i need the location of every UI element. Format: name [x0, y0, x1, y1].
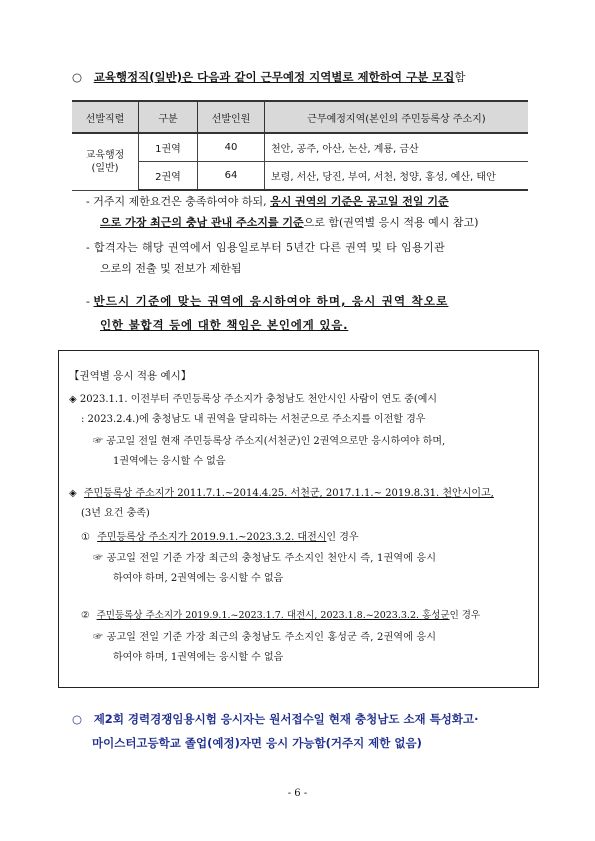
case-1-line1 — [81, 531, 359, 545]
case-2-suffix: 인 경우 — [449, 610, 481, 621]
intro-rest-text: 함 — [454, 70, 466, 84]
final-line1-text: 제2회 경력경쟁임용시험 응시자는 원서접수일 현재 충청남도 소재 특성화고· — [93, 712, 479, 726]
series-cell — [72, 133, 139, 190]
regions-cell: 천안, 공주, 아산, 논산, 계룡, 금산 — [265, 133, 529, 162]
case-2-marker: ② — [81, 610, 90, 621]
example-2-marker: ◈ — [69, 488, 77, 499]
final-bullet-icon: ○ — [72, 712, 83, 726]
division-cell: 2권역 — [139, 162, 198, 191]
example-1-line4: 1권역에는 응시할 수 없음 — [113, 456, 226, 467]
case-1-marker: ① — [81, 532, 90, 543]
case-1-line3: 하여야 하며, 2권역에는 응시할 수 없음 — [113, 573, 284, 584]
note-1-part-d: 으로 함(권역별 응시 적용 예시 참고) — [303, 216, 479, 229]
col-header-series: 선발직렬 — [72, 101, 139, 133]
note-3-line1 — [86, 294, 448, 308]
example-title: 【권역별 응시 적용 예시】 — [69, 370, 192, 382]
division-cell: 1권역 — [139, 133, 198, 162]
example-1-line1: ◈ 2023.1.1. 이전부터 주민등록상 주소지가 충청남도 천안시인 사람이 연도 중(예시 — [69, 394, 438, 405]
example-1-line2: : 2023.2.4.)에 충청남도 내 권역을 달리하는 서천군으로 주소지를 이전할 경우 — [81, 414, 426, 425]
example-2-line1 — [69, 487, 494, 501]
example-2-line2: (3년 요건 충족) — [81, 508, 150, 519]
table-row — [72, 162, 528, 191]
note-1-part-a: - 거주지 제한요건은 충족하여야 하되, — [86, 195, 271, 208]
note-2-line2: 으로의 전출 및 전보가 제한됨 — [100, 262, 242, 275]
case-2-line3: 하여야 하며, 1권역에는 응시할 수 없음 — [113, 652, 284, 663]
count-cell: 64 — [198, 162, 265, 191]
col-header-count: 선발인원 — [198, 101, 265, 133]
bullet-circle-icon: ○ — [72, 70, 83, 84]
note-1-part-b: 응시 권역의 기준은 공고일 전일 기준 — [270, 195, 449, 208]
case-2-line2: ☞ 공고일 전일 기준 가장 최근의 충청남도 주소지인 홍성군 즉, 2권역에 응시 — [93, 632, 437, 643]
case-1-text: 주민등록상 주소지가 2019.9.1.~2023.3.2. 대전시 — [97, 532, 327, 543]
table-header-row — [72, 101, 528, 133]
example-box — [58, 350, 539, 688]
regions-cell: 보령, 서산, 당진, 부여, 서천, 청양, 홍성, 예산, 태안 — [265, 162, 529, 191]
count-cell: 40 — [198, 133, 265, 162]
final-note-line1 — [72, 712, 478, 726]
col-header-regions: 근무예정지역(본인의 주민등록상 주소지) — [265, 101, 529, 133]
case-2-line1 — [81, 609, 480, 623]
intro-bold-text: 교육행정직(일반)은 다음과 같이 근무예정 지역별로 제한하여 구분 모집 — [93, 70, 455, 84]
note-3-part-a: 반드시 기준에 맞는 권역에 응시하여야 하며, 응시 권역 착오로 — [93, 294, 449, 308]
series-line1: 교육행정 — [85, 149, 125, 161]
series-line2: (일반) — [91, 162, 119, 174]
case-1-suffix: 인 경우 — [326, 532, 359, 543]
final-note-line2: 마이스터고등학교 졸업(예정)자면 응시 가능함(거주지 제한 없음) — [92, 736, 422, 750]
note-1-line1 — [86, 195, 449, 209]
table-row — [72, 133, 528, 162]
page-number: - 6 - — [287, 788, 308, 799]
intro-line — [72, 70, 466, 84]
example-2-text: 주민등록상 주소지가 2011.7.1.~2014.4.25. 서천군, 2017.1.1.~ 2019.8.31. 천안시이고, — [83, 488, 494, 499]
example-1-line3: ☞ 공고일 전일 현재 주민등록상 주소지(서천군)인 2권역으로만 응시하여야 하며, — [93, 436, 446, 447]
note-1-line2 — [100, 216, 478, 230]
note-3-dash: - — [86, 294, 94, 308]
note-1-part-c: 으로 가장 최근의 충남 관내 주소지를 기준 — [100, 216, 304, 229]
case-1-line2: ☞ 공고일 전일 기준 가장 최근의 충청남도 주소지인 천안시 즉, 1권역에 응시 — [93, 553, 437, 564]
note-2-line1: - 합격자는 해당 권역에서 임용일로부터 5년간 다른 권역 및 타 임용기관 — [86, 241, 446, 254]
recruitment-table — [72, 100, 528, 191]
col-header-division: 구분 — [139, 101, 198, 133]
note-3-line2: 인한 불합격 등에 대한 책임은 본인에게 있음. — [100, 318, 349, 332]
case-2-text: 주민등록상 주소지가 2019.9.1.~2023.1.7. 대전시, 2023.1.8.~2023.3.2. 홍성군 — [96, 610, 450, 621]
